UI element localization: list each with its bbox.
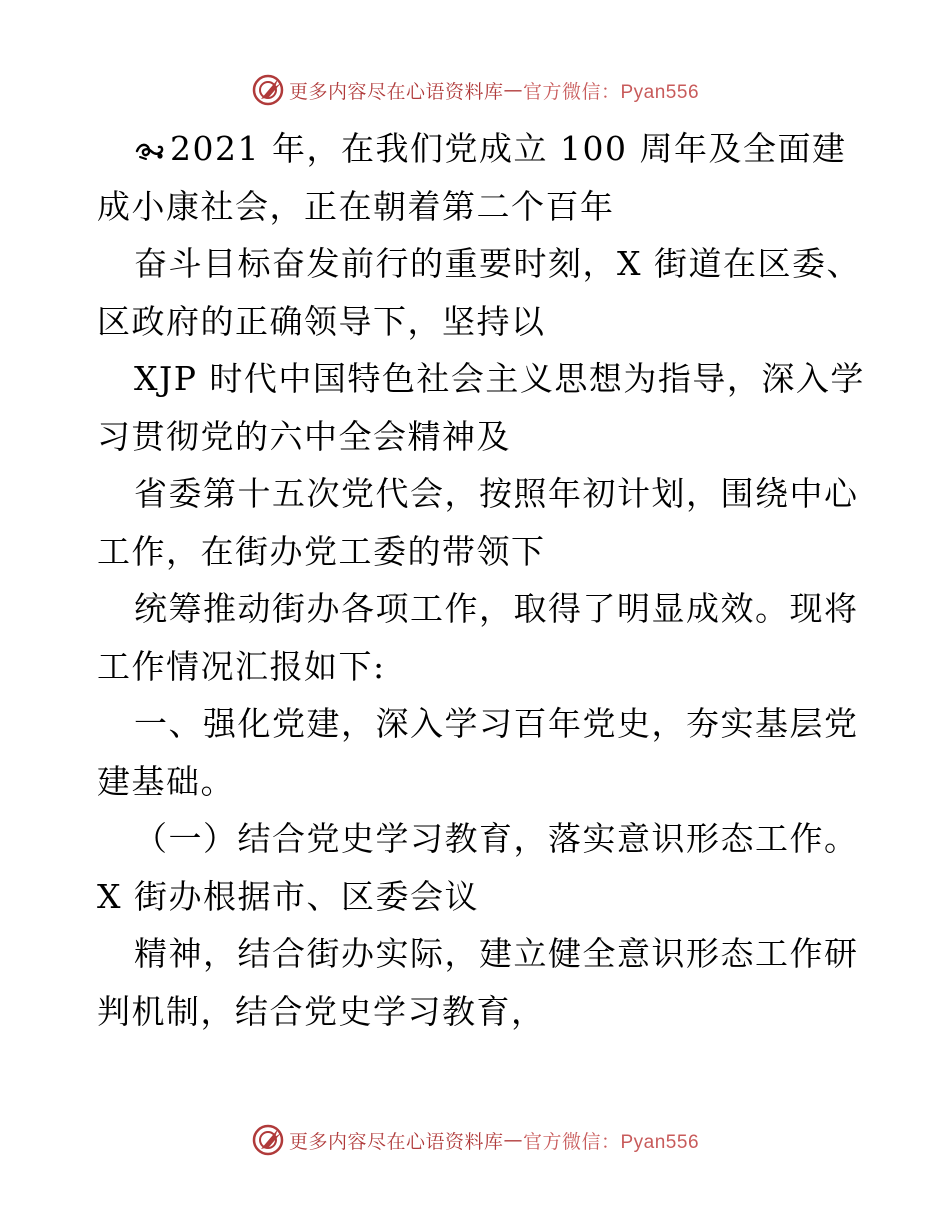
text-line: 工作，在街办党工委的带领下	[97, 531, 546, 571]
watermark-account: 官方微信：Pyan556	[523, 1131, 700, 1153]
text-line: 奋斗目标奋发前行的重要时刻，X 街道在区委、	[134, 244, 861, 283]
subsection-heading: （一）结合党史学习教育，落实意识形态工作。	[134, 819, 859, 858]
document-body	[97, 120, 865, 1040]
section-heading: 一、强化党建，深入学习百年党史，夯实基层党	[134, 704, 859, 743]
text-line: 区政府的正确领导下，坚持以	[97, 301, 546, 341]
text-line: 精神，结合街办实际，建立健全意识形态工作研	[134, 934, 859, 973]
text-line: 成小康社会，正在朝着第二个百年	[97, 186, 615, 226]
watermark-account: 官方微信：Pyan556	[523, 81, 700, 103]
text-line: XJP 时代中国特色社会主义思想为指导，深入学	[134, 359, 865, 398]
quill-logo-icon	[251, 1123, 285, 1157]
text-line: 省委第十五次党代会，按照年初计划，围绕中心	[134, 474, 859, 513]
text-line-content: 2021 年，在我们党成立 100 周年及全面建	[170, 129, 847, 168]
text-line: 统筹推动街办各项工作，取得了明显成效。现将	[134, 589, 859, 628]
text-line: 判机制，结合党史学习教育，	[97, 991, 546, 1031]
watermark-separator: —	[503, 1129, 523, 1151]
text-line: 习贯彻党的六中全会精神及	[97, 416, 511, 456]
quill-logo-icon	[251, 73, 285, 107]
header-watermark	[0, 70, 950, 110]
footer-watermark	[0, 1120, 950, 1160]
watermark-text: 更多内容尽在心语资料库	[288, 1130, 504, 1153]
text-line	[97, 120, 857, 178]
text-line: 工作情况汇报如下:	[97, 646, 386, 686]
watermark-text: 更多内容尽在心语资料库	[288, 80, 504, 103]
watermark-separator: —	[503, 79, 523, 101]
section-heading-continued: 建基础。	[97, 761, 235, 801]
ornament-icon	[134, 137, 168, 163]
text-line: X 街办根据市、区委会议	[97, 876, 479, 916]
